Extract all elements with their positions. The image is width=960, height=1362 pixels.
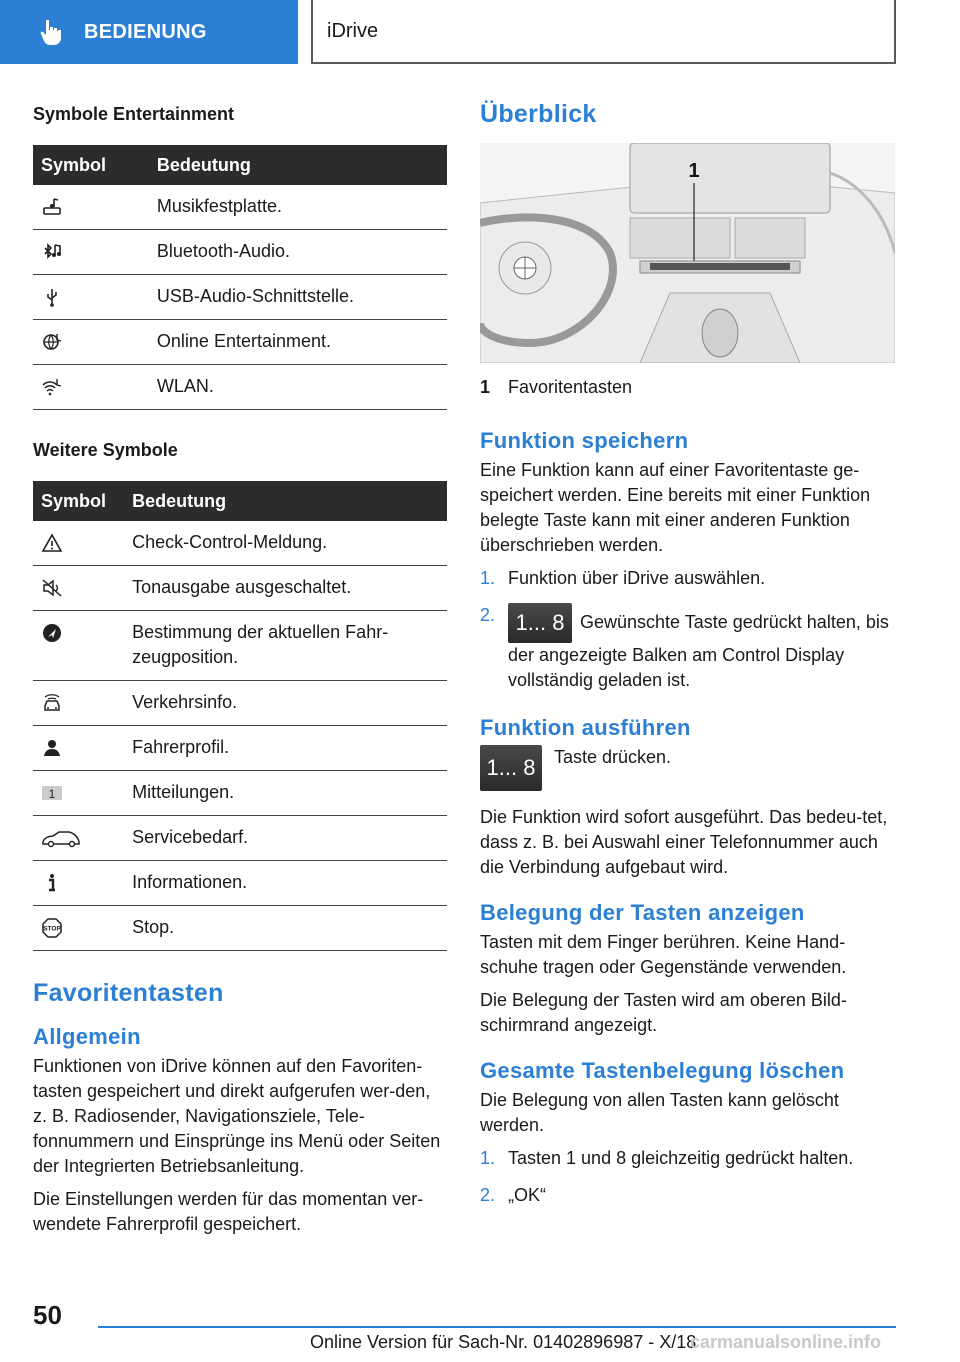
general-paragraph-2: Die Einstellungen werden für das momentan ver-wendete Fahrerprofil gespeichert.	[33, 1189, 424, 1234]
cockpit-illustration	[480, 143, 895, 363]
execute-key-text: Taste drücken.	[554, 747, 672, 767]
table-row	[33, 906, 447, 951]
section-label: BEDIENUNG	[84, 20, 207, 43]
row-meaning: Mitteilungen.	[124, 771, 447, 816]
entertainment-symbols-title: Symbole Entertainment	[33, 104, 235, 124]
execute-key-block	[480, 745, 900, 791]
further-symbols-table	[33, 481, 447, 951]
row-meaning: Online Entertainment.	[149, 320, 447, 365]
wlan-audio-icon	[41, 376, 63, 398]
page-number: 50	[33, 1300, 62, 1330]
row-meaning: Bestimmung der aktuellen Fahr-zeugposition.	[124, 611, 447, 681]
chapter-label: iDrive	[327, 19, 379, 42]
table-row	[33, 681, 447, 726]
list-item	[480, 603, 900, 693]
watermark: carmanualsonline.info	[690, 1332, 882, 1352]
usb-icon	[41, 286, 63, 308]
row-meaning: Stop.	[124, 906, 447, 951]
entertainment-symbols-table	[33, 145, 447, 410]
step-text: Tasten 1 und 8 gleichzeitig gedrückt halten.	[508, 1148, 854, 1168]
traffic-info-icon	[41, 692, 63, 714]
favorite-key-graphic: 1... 8	[480, 745, 542, 791]
figure-caption	[480, 377, 900, 398]
music-disc-icon	[41, 196, 63, 218]
list-item	[480, 1183, 900, 1208]
show-assignment-heading: Belegung der Tasten anzeigen	[480, 900, 805, 925]
table-row	[33, 816, 447, 861]
stop-icon	[41, 917, 63, 939]
step-text: Funktion über iDrive auswählen.	[508, 568, 766, 588]
caption-text: Favoritentasten	[508, 377, 633, 397]
table-row	[33, 230, 447, 275]
row-meaning: USB-Audio-Schnittstelle.	[149, 275, 447, 320]
caption-number: 1	[480, 377, 491, 397]
favorite-key-graphic: 1... 8	[508, 603, 572, 643]
table-header-row	[33, 481, 447, 521]
driver-profile-icon	[41, 737, 63, 759]
table-row	[33, 185, 447, 230]
table-row	[33, 566, 447, 611]
left-column	[33, 96, 447, 1245]
dashboard-drawing	[480, 143, 895, 363]
table-row	[33, 320, 447, 365]
warning-triangle-icon	[41, 532, 63, 554]
delete-paragraph: Die Belegung von allen Tasten kann gelöscht werden.	[480, 1090, 839, 1135]
figure-callout: 1	[688, 160, 700, 182]
row-meaning: Tonausgabe ausgeschaltet.	[124, 566, 447, 611]
save-paragraph: Eine Funktion kann auf einer Favoritentaste ge-speichert werden. Eine bereits mit einer Funktion belegte Taste kann mit einer anderen Funktion überschrieben werden.	[480, 460, 871, 555]
delete-steps-list	[480, 1146, 900, 1208]
meaning-column-header: Bedeutung	[149, 145, 447, 185]
table-row	[33, 611, 447, 681]
meaning-column-header: Bedeutung	[124, 481, 447, 521]
row-meaning: Servicebedarf.	[124, 816, 447, 861]
svg-text:1: 1	[48, 787, 56, 802]
further-symbols-title: Weitere Symbole	[33, 440, 178, 460]
speaker-muted-icon	[41, 577, 63, 599]
general-heading: Allgemein	[33, 1024, 141, 1049]
step-text: „OK“	[508, 1185, 546, 1205]
table-row	[33, 521, 447, 566]
table-row	[33, 771, 447, 816]
table-row	[33, 275, 447, 320]
table-row	[33, 365, 447, 410]
delete-heading: Gesamte Tastenbelegung löschen	[480, 1058, 845, 1083]
hand-pointer-icon	[38, 18, 64, 46]
step-number: 2.	[480, 605, 496, 625]
save-heading: Funktion speichern	[480, 428, 689, 453]
list-item	[480, 1146, 900, 1171]
row-meaning: WLAN.	[149, 365, 447, 410]
table-row	[33, 861, 447, 906]
save-steps-list	[480, 566, 900, 693]
step-number: 2.	[480, 1185, 496, 1205]
online-version-text: Online Version für Sach-Nr. 01402896987 - X/18	[310, 1332, 697, 1352]
car-service-icon	[41, 827, 81, 849]
row-meaning: Musikfestplatte.	[149, 185, 447, 230]
execute-heading: Funktion ausführen	[480, 715, 691, 740]
overview-heading: Überblick	[480, 100, 597, 128]
symbol-column-header: Symbol	[33, 145, 149, 185]
row-meaning: Informationen.	[124, 861, 447, 906]
messages-icon	[41, 782, 63, 804]
svg-text:STOP: STOP	[43, 925, 61, 933]
row-meaning: Verkehrsinfo.	[124, 681, 447, 726]
step-number: 1.	[480, 1148, 496, 1168]
table-header-row	[33, 145, 447, 185]
chapter-box	[311, 0, 896, 64]
section-tab	[0, 0, 298, 64]
step-text: Gewünschte Taste gedrückt halten, bis der angezeigte Balken am Control Display vollständig geladen ist.	[508, 611, 889, 690]
bluetooth-audio-icon	[41, 241, 63, 263]
footer-rule	[98, 1326, 896, 1328]
show-paragraph-2: Die Belegung der Tasten wird am oberen Bild-schirmrand angezeigt.	[480, 990, 847, 1035]
execute-paragraph: Die Funktion wird sofort ausgeführt. Das bedeu-tet, dass z. B. bei Auswahl einer Telefonnummer auch die Verbindung aufgebaut wird.	[480, 807, 888, 877]
row-meaning: Fahrerprofil.	[124, 726, 447, 771]
right-column	[480, 96, 900, 1220]
navigation-position-icon	[41, 622, 63, 644]
info-icon	[41, 872, 63, 894]
symbol-column-header: Symbol	[33, 481, 124, 521]
row-meaning: Bluetooth-Audio.	[149, 230, 447, 275]
table-row	[33, 726, 447, 771]
list-item	[480, 566, 900, 591]
online-entertainment-icon	[41, 331, 63, 353]
show-paragraph-1: Tasten mit dem Finger berühren. Keine Hand-schuhe tragen oder Gegenstände verwenden.	[480, 932, 847, 977]
general-paragraph-1: Funktionen von iDrive können auf den Favoriten-tasten gespeichert und direkt aufgerufen wer-den, z. B. Radiosender, Navigationsziele, Tele-fonnummern und Einsprünge ins Menü oder Seiten der Integrierten Betriebsanleitung.	[33, 1056, 441, 1176]
row-meaning: Check-Control-Meldung.	[124, 521, 447, 566]
step-number: 1.	[480, 568, 496, 588]
favorites-heading: Favoritentasten	[33, 979, 224, 1007]
